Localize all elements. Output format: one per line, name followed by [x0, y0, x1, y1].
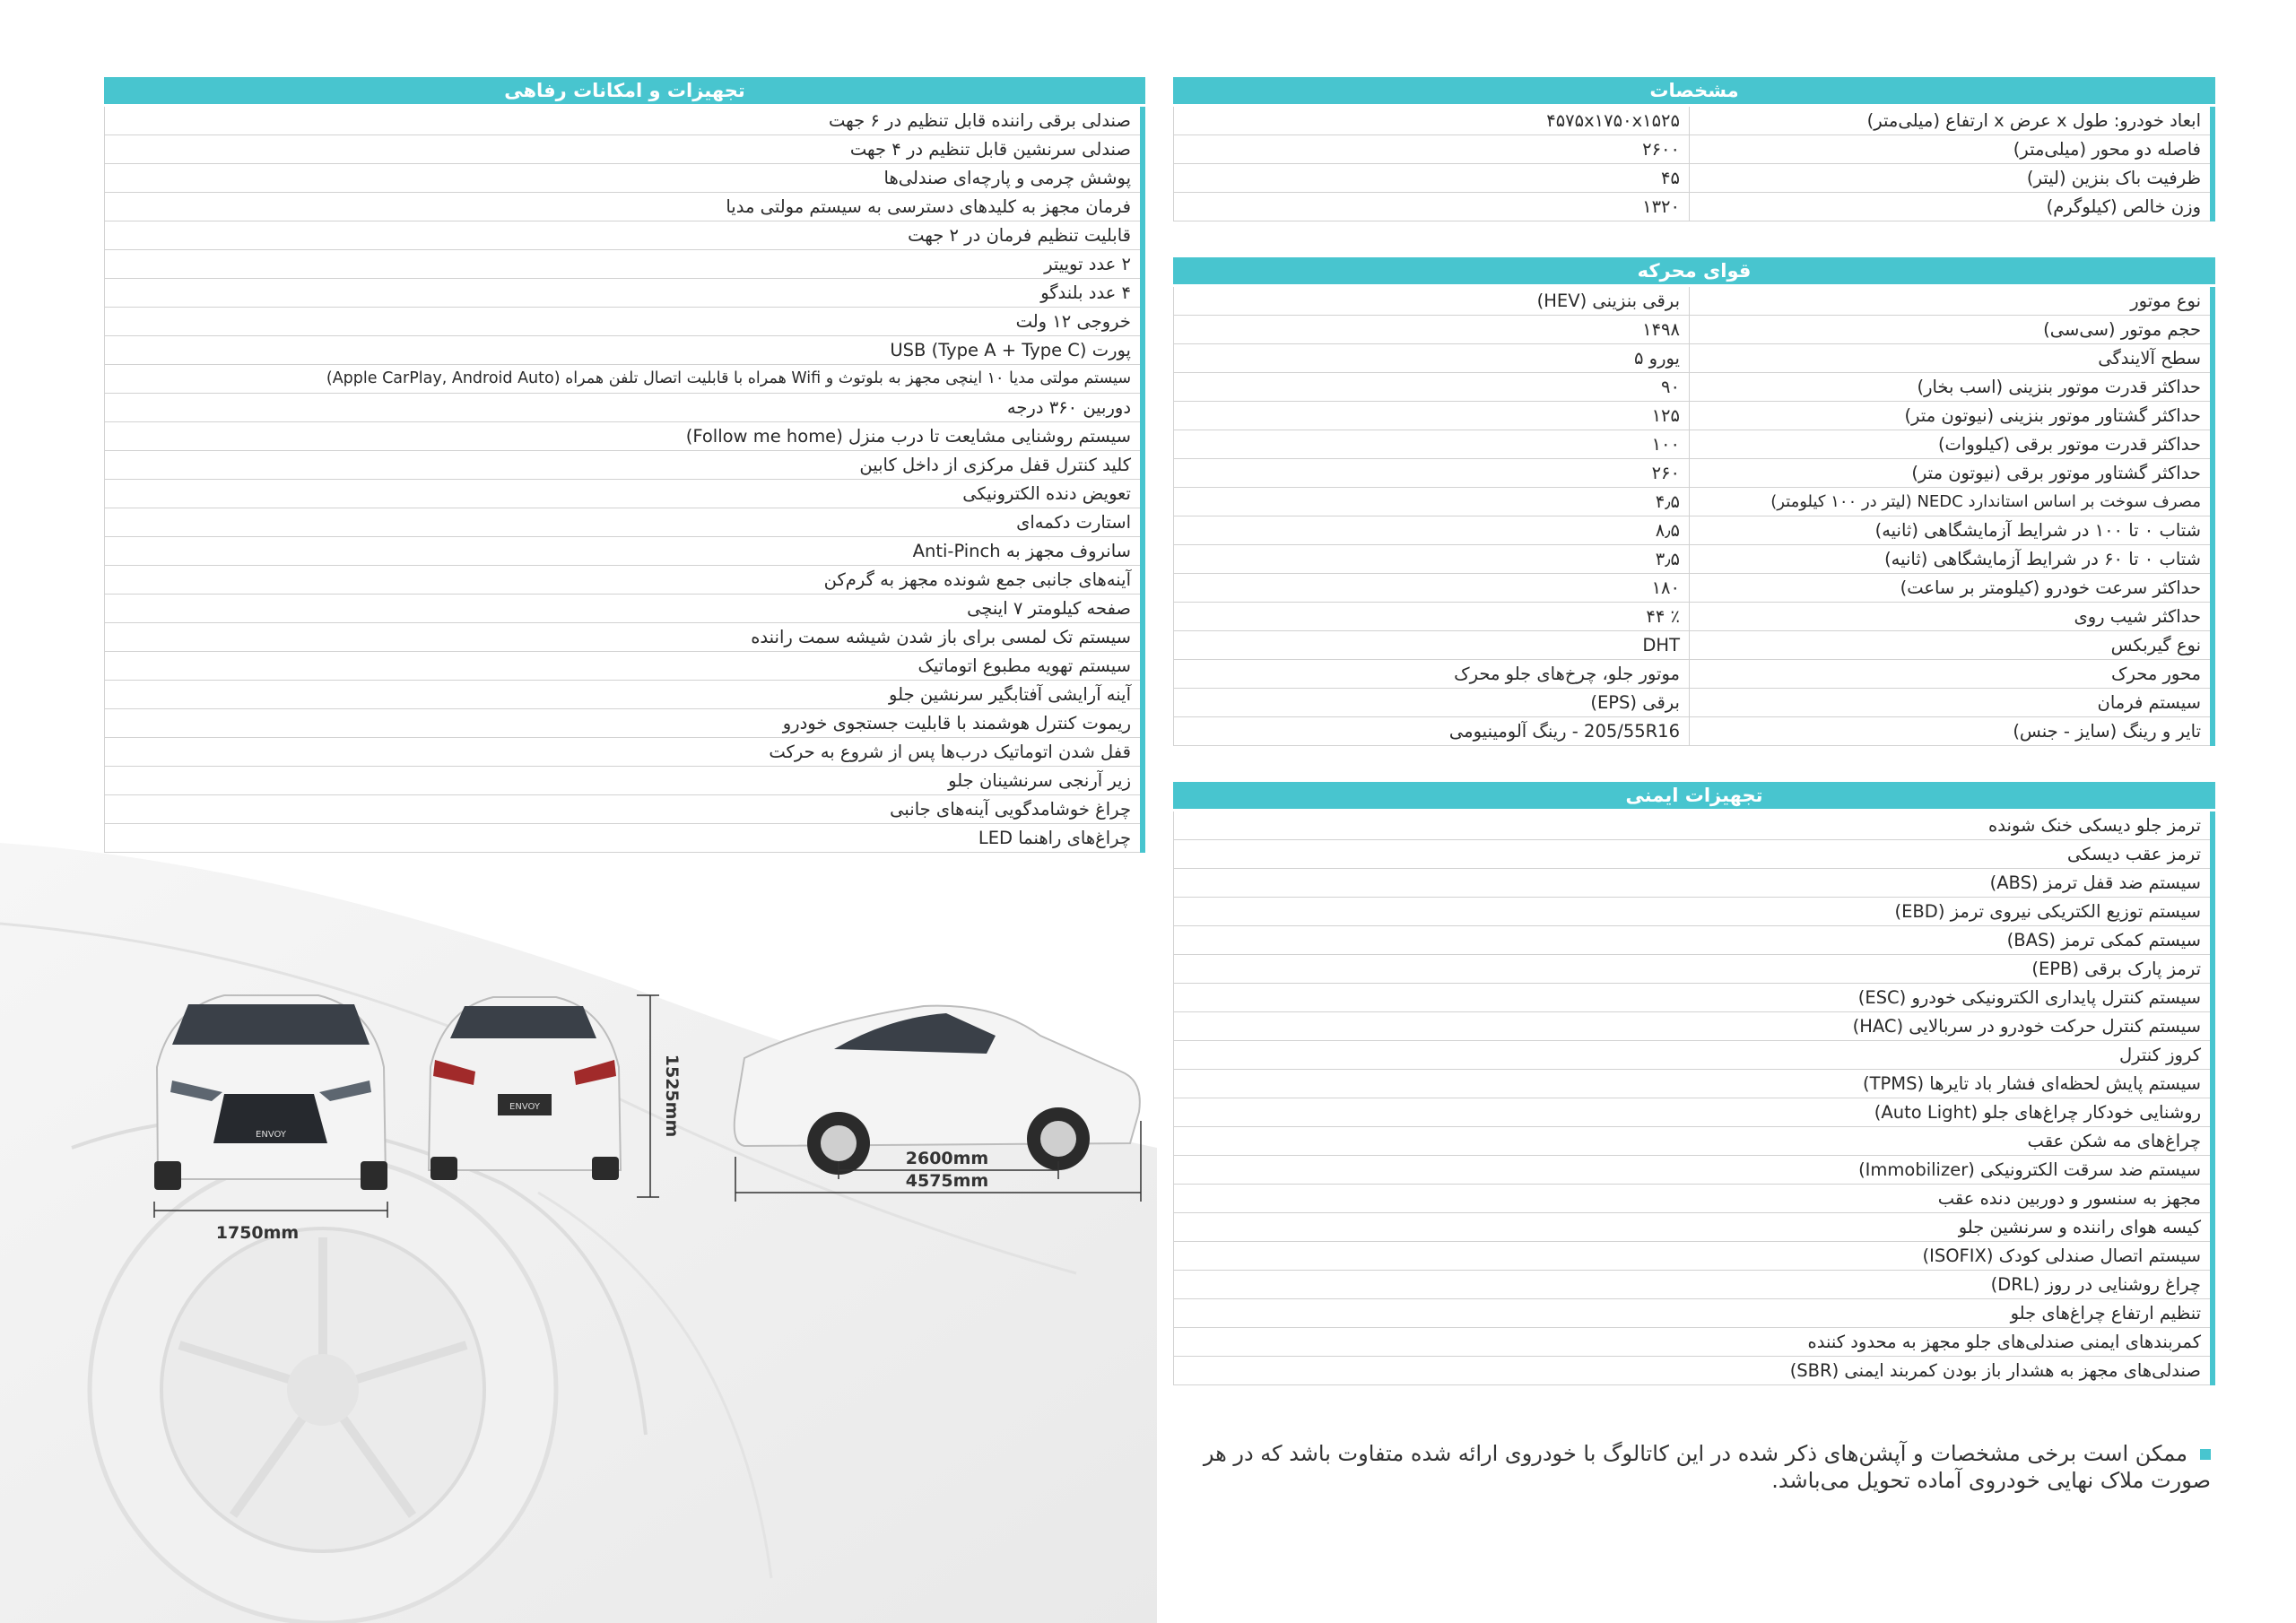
list-item: [105, 135, 1144, 164]
list-item: [105, 623, 1144, 652]
list-item: [1174, 1299, 2213, 1328]
spec-label: فاصله دو محور (میلی‌متر): [1690, 135, 2213, 164]
feature-item: چراغ خوشامدگویی آینه‌های جانبی: [105, 795, 1144, 824]
safety-item: کیسه هوای راننده و سرنشین جلو: [1174, 1213, 2213, 1242]
safety-item: تنظیم ارتفاع چراغ‌های جلو: [1174, 1299, 2213, 1328]
safety-item: کروز کنترل: [1174, 1041, 2213, 1070]
powertrain-title: قوای محرکه: [1173, 257, 2215, 287]
spec-label: حداکثر قدرت موتور بنزینی (اسب بخار): [1690, 373, 2213, 402]
list-item: [1174, 926, 2213, 955]
spec-value: یورو ۵: [1174, 344, 1690, 373]
feature-item: سانروف مجهز به Anti-Pinch: [105, 537, 1144, 566]
list-item: [105, 308, 1144, 336]
safety-item: ترمز عقب دیسکی: [1174, 840, 2213, 869]
spec-value: ۳٫۵: [1174, 545, 1690, 574]
comfort-features-section: [104, 77, 1145, 853]
safety-item: ترمز جلو دیسکی خنک شونده: [1174, 812, 2213, 840]
safety-item: چراغ‌های مه شکن عقب: [1174, 1127, 2213, 1156]
comfort-features-title: تجهیزات و امکانات رفاهی: [104, 77, 1145, 107]
list-item: [1174, 1070, 2213, 1098]
spec-label: شتاب ۰ تا ۶۰ در شرایط آزمایشگاهی (ثانیه): [1690, 545, 2213, 574]
spec-label: حداکثر شیب روی: [1690, 603, 2213, 631]
list-item: [105, 537, 1144, 566]
safety-item: صندلی‌های مجهز به هشدار باز بودن کمربند ایمنی (SBR): [1174, 1357, 2213, 1385]
safety-item: روشنایی خودکار چراغ‌های جلو (Auto Light): [1174, 1098, 2213, 1127]
spec-value: برقی (EPS): [1174, 689, 1690, 717]
table-row: [1174, 193, 2213, 221]
width-dimension-line: [154, 1202, 387, 1218]
spec-label: تایر و رینگ (سایز - جنس): [1690, 717, 2213, 746]
safety-equipment-table: [1173, 812, 2215, 1385]
list-item: [1174, 1098, 2213, 1127]
list-item: [105, 595, 1144, 623]
table-row: [1174, 660, 2213, 689]
list-item: [105, 795, 1144, 824]
powertrain-table: [1173, 287, 2215, 746]
feature-item: سیستم تهویه مطبوع اتوماتیک: [105, 652, 1144, 681]
feature-item: دوربین ۳۶۰ درجه: [105, 394, 1144, 422]
list-item: [105, 221, 1144, 250]
table-row: [1174, 689, 2213, 717]
table-row: [1174, 287, 2213, 316]
feature-item: سیستم روشنایی مشایعت تا درب منزل (Follow me home): [105, 422, 1144, 451]
list-item: [105, 279, 1144, 308]
width-label: 1750mm: [215, 1223, 300, 1243]
spec-value: موتور جلو، چرخ‌های جلو محرک: [1174, 660, 1690, 689]
table-row: [1174, 164, 2213, 193]
list-item: [1174, 898, 2213, 926]
comfort-features-table: [104, 107, 1145, 853]
table-row: [1174, 545, 2213, 574]
table-row: [1174, 430, 2213, 459]
spec-value: ۲۶۰۰: [1174, 135, 1690, 164]
safety-item: سیستم کنترل حرکت خودرو در سربالایی (HAC): [1174, 1012, 2213, 1041]
feature-item: استارت دکمه‌ای: [105, 508, 1144, 537]
table-row: [1174, 402, 2213, 430]
spec-label: حداکثر گشتاور موتور بنزینی (نیوتون متر): [1690, 402, 2213, 430]
safety-item: سیستم توزیع الکتریکی نیروی ترمز (EBD): [1174, 898, 2213, 926]
list-item: [105, 336, 1144, 365]
spec-value: ۴۵: [1174, 164, 1690, 193]
spec-value: ۱۰۰: [1174, 430, 1690, 459]
safety-item: چراغ روشنایی در روز (DRL): [1174, 1271, 2213, 1299]
feature-item: ریموت کنترل هوشمند با قابلیت جستجوی خودرو: [105, 709, 1144, 738]
list-item: [105, 681, 1144, 709]
rear-badge: ENVOY: [509, 1102, 540, 1112]
list-item: [105, 566, 1144, 595]
safety-item: کمربندهای ایمنی صندلی‌های جلو مجهز به محدود کننده: [1174, 1328, 2213, 1357]
list-item: [1174, 1041, 2213, 1070]
feature-item: پورت USB (Type A + Type C): [105, 336, 1144, 365]
feature-item: قفل شدن اتوماتیک درب‌ها پس از شروع به حرکت: [105, 738, 1144, 767]
feature-item: صندلی برقی راننده قابل تنظیم در ۶ جهت: [105, 107, 1144, 135]
feature-item: پوشش چرمی و پارچه‌ای صندلی‌ها: [105, 164, 1144, 193]
table-row: [1174, 316, 2213, 344]
square-bullet-icon: [2200, 1449, 2211, 1460]
powertrain-section: [1173, 257, 2215, 746]
list-item: [105, 422, 1144, 451]
spec-value: ۴۵۷۵x۱۷۵۰x۱۵۲۵: [1174, 107, 1690, 135]
feature-item: ۴ عدد بلندگو: [105, 279, 1144, 308]
list-item: [1174, 1185, 2213, 1213]
spec-value: DHT: [1174, 631, 1690, 660]
list-item: [105, 107, 1144, 135]
feature-item: آینه‌های جانبی جمع شونده مجهز به گرم‌کن: [105, 566, 1144, 595]
spec-value: 205/55R16 - رینگ آلومینیومی: [1174, 717, 1690, 746]
spec-value: ۴٫۵: [1174, 488, 1690, 516]
spec-label: شتاب ۰ تا ۱۰۰ در شرایط آزمایشگاهی (ثانیه): [1690, 516, 2213, 545]
feature-item: ۲ عدد توییتر: [105, 250, 1144, 279]
spec-value: برقی بنزینی (HEV): [1174, 287, 1690, 316]
feature-item: قابلیت تنظیم فرمان در ۲ جهت: [105, 221, 1144, 250]
specifications-table: [1173, 107, 2215, 221]
spec-value: ۱۲۵: [1174, 402, 1690, 430]
table-row: [1174, 488, 2213, 516]
spec-label: حداکثر قدرت موتور برقی (کیلووات): [1690, 430, 2213, 459]
safety-item: مجهز به سنسور و دوربین دنده عقب: [1174, 1185, 2213, 1213]
table-row: [1174, 516, 2213, 545]
safety-item: سیستم کنترل پایداری الکترونیکی خودرو (ESC): [1174, 984, 2213, 1012]
list-item: [105, 738, 1144, 767]
list-item: [105, 164, 1144, 193]
spec-label: ظرفیت باک بنزین (لیتر): [1690, 164, 2213, 193]
spec-label: ابعاد خودرو: طول x عرض x ارتفاع (میلی‌متر): [1690, 107, 2213, 135]
safety-item: سیستم کمکی ترمز (BAS): [1174, 926, 2213, 955]
car-dimension-views: [135, 986, 1148, 1255]
specifications-title: مشخصات: [1173, 77, 2215, 107]
wheelbase-label: 2600mm: [905, 1149, 989, 1168]
table-row: [1174, 574, 2213, 603]
list-item: [105, 709, 1144, 738]
table-row: [1174, 459, 2213, 488]
feature-item: خروجی ۱۲ ولت: [105, 308, 1144, 336]
spec-label: حجم موتور (سی‌سی): [1690, 316, 2213, 344]
list-item: [105, 652, 1144, 681]
spec-label: مصرف سوخت بر اساس استاندارد NEDC (لیتر در ۱۰۰ کیلومتر): [1690, 488, 2213, 516]
spec-label: نوع گیربکس: [1690, 631, 2213, 660]
list-item: [1174, 1213, 2213, 1242]
car-rear-view: [429, 997, 621, 1180]
spec-value: ۹۰: [1174, 373, 1690, 402]
safety-equipment-section: [1173, 782, 2215, 1385]
spec-label: حداکثر گشتاور موتور برقی (نیوتون متر): [1690, 459, 2213, 488]
list-item: [105, 508, 1144, 537]
table-row: [1174, 373, 2213, 402]
list-item: [105, 824, 1144, 853]
list-item: [1174, 984, 2213, 1012]
safety-item: سیستم ضد قفل ترمز (ABS): [1174, 869, 2213, 898]
feature-item: سیستم تک لمسی برای باز شدن شیشه سمت راننده: [105, 623, 1144, 652]
feature-item: صفحه کیلومتر ۷ اینچی: [105, 595, 1144, 623]
table-row: [1174, 135, 2213, 164]
feature-item: زیر آرنجی سرنشینان جلو: [105, 767, 1144, 795]
specifications-section: [1173, 77, 2215, 221]
spec-label: وزن خالص (کیلوگرم): [1690, 193, 2213, 221]
spec-label: نوع موتور: [1690, 287, 2213, 316]
list-item: [1174, 955, 2213, 984]
spec-value: ۲۶۰: [1174, 459, 1690, 488]
list-item: [1174, 1242, 2213, 1271]
list-item: [105, 365, 1144, 394]
disclaimer-note: [1175, 1440, 2211, 1494]
disclaimer-text: ممکن است برخی مشخصات و آپشن‌های ذکر شده در این کاتالوگ با خودروی ارائه شده متفاوت باشد که در هر صورت ملاک نهایی خودروی آماده تحویل می‌باشد.: [1203, 1441, 2211, 1493]
spec-value: ۸٫۵: [1174, 516, 1690, 545]
spec-value: ۱۴۹۸: [1174, 316, 1690, 344]
spec-label: سطح آلایندگی: [1690, 344, 2213, 373]
table-row: [1174, 603, 2213, 631]
feature-item: صندلی سرنشین قابل تنظیم در ۴ جهت: [105, 135, 1144, 164]
safety-item: سیستم پایش لحظه‌ای فشار باد تایرها (TPMS): [1174, 1070, 2213, 1098]
table-row: [1174, 717, 2213, 746]
list-item: [105, 250, 1144, 279]
feature-item: تعویض دنده الکترونیکی: [105, 480, 1144, 508]
spec-label: محور محرک: [1690, 660, 2213, 689]
spec-label: سیستم فرمان: [1690, 689, 2213, 717]
feature-item: آینه آرایشی آفتابگیر سرنشین جلو: [105, 681, 1144, 709]
height-dimension-line: [637, 995, 659, 1197]
list-item: [1174, 812, 2213, 840]
front-badge: ENVOY: [256, 1130, 286, 1140]
spec-value: ٪ ۴۴: [1174, 603, 1690, 631]
table-row: [1174, 631, 2213, 660]
safety-equipment-title: تجهیزات ایمنی: [1173, 782, 2215, 812]
spec-value: ۱۳۲۰: [1174, 193, 1690, 221]
list-item: [1174, 1357, 2213, 1385]
feature-item: کلید کنترل قفل مرکزی از داخل کابین: [105, 451, 1144, 480]
feature-item: فرمان مجهز به کلیدهای دسترسی به سیستم مولتی مدیا: [105, 193, 1144, 221]
list-item: [1174, 1328, 2213, 1357]
safety-item: ترمز پارک برقی (EPB): [1174, 955, 2213, 984]
list-item: [1174, 840, 2213, 869]
height-label: 1525mm: [662, 1054, 682, 1138]
list-item: [105, 767, 1144, 795]
safety-item: سیستم اتصال صندلی کودک (ISOFIX): [1174, 1242, 2213, 1271]
table-row: [1174, 344, 2213, 373]
feature-item: سیستم مولتی مدیا ۱۰ اینچی مجهز به بلوتوث و Wifi همراه با قابلیت اتصال تلفن همراه (Apple CarPlay, Android Auto): [105, 365, 1144, 394]
list-item: [1174, 1127, 2213, 1156]
list-item: [105, 193, 1144, 221]
car-front-view: [154, 995, 387, 1190]
list-item: [105, 451, 1144, 480]
list-item: [1174, 1156, 2213, 1185]
list-item: [1174, 1271, 2213, 1299]
table-row: [1174, 107, 2213, 135]
length-label: 4575mm: [905, 1171, 989, 1191]
spec-label: حداکثر سرعت خودرو (کیلومتر بر ساعت): [1690, 574, 2213, 603]
list-item: [1174, 1012, 2213, 1041]
list-item: [105, 394, 1144, 422]
list-item: [1174, 869, 2213, 898]
list-item: [105, 480, 1144, 508]
feature-item: چراغ‌های راهنما LED: [105, 824, 1144, 853]
spec-value: ۱۸۰: [1174, 574, 1690, 603]
safety-item: سیستم ضد سرقت الکترونیکی (Immobilizer): [1174, 1156, 2213, 1185]
